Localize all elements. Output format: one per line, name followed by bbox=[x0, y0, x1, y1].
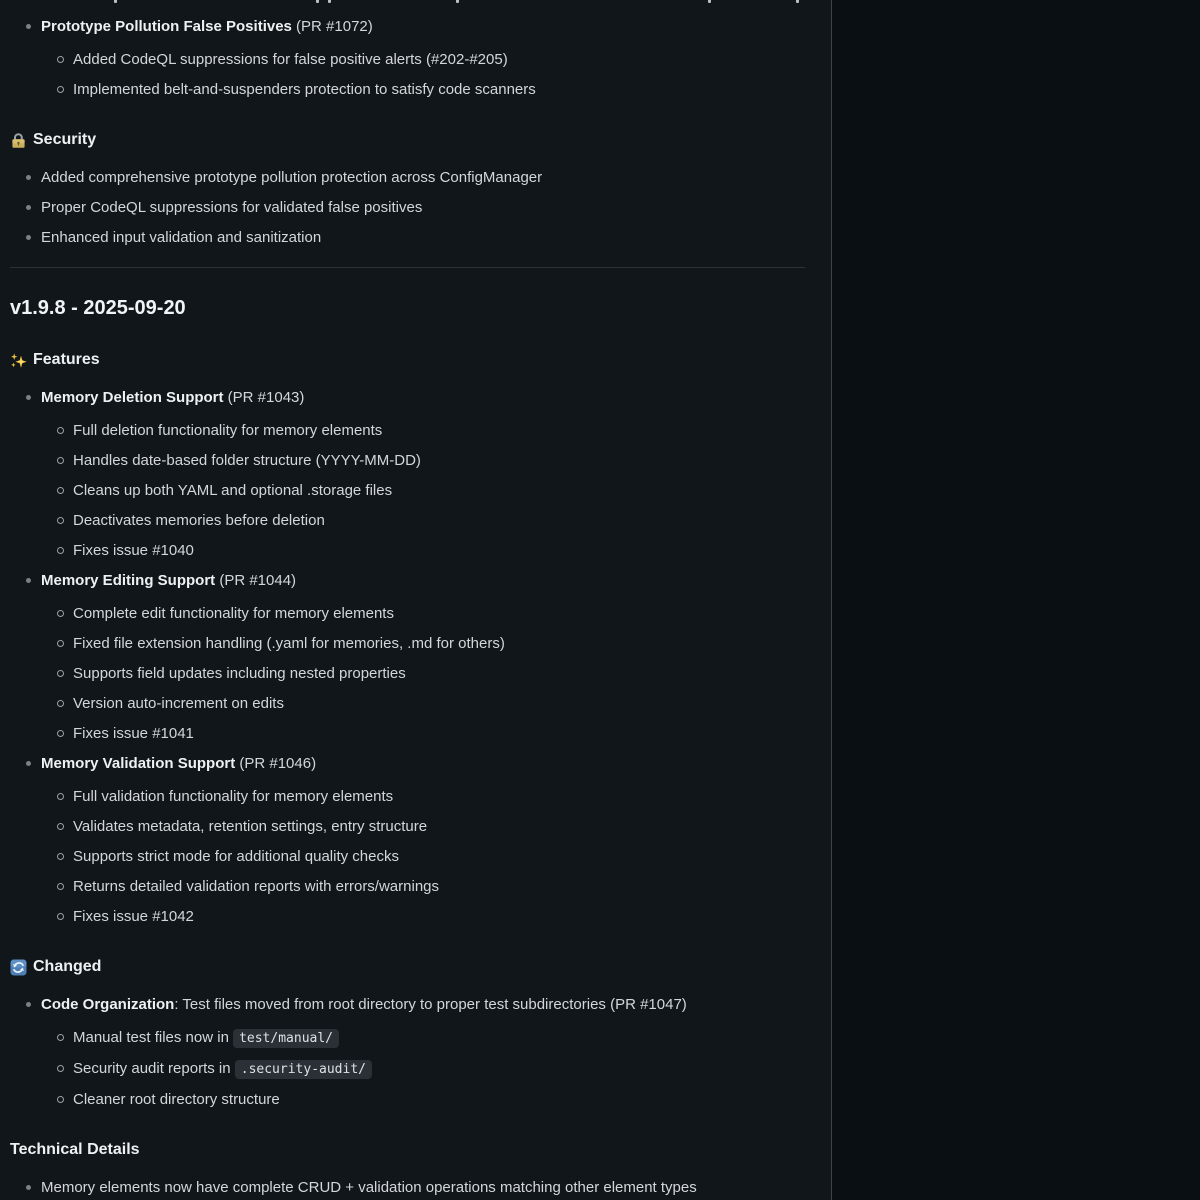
sparkles-icon bbox=[10, 352, 27, 369]
list-item: Supports strict mode for additional quality checks bbox=[73, 845, 805, 869]
section-divider bbox=[10, 267, 805, 268]
circle-bullet-icon bbox=[57, 730, 64, 737]
clipped-text-line bbox=[10, 0, 805, 6]
list-item: Full validation functionality for memory elements bbox=[73, 785, 805, 809]
list-item: Added CodeQL suppressions for false positive alerts (#202-#205) bbox=[73, 48, 805, 72]
bullet-icon bbox=[26, 1002, 31, 1007]
list-item bbox=[41, 569, 805, 746]
list-item: Proper CodeQL suppressions for validated false positives bbox=[41, 196, 805, 220]
security-list bbox=[10, 166, 805, 250]
list-item bbox=[41, 15, 805, 102]
list-item: Fixes issue #1042 bbox=[73, 905, 805, 929]
lock-icon bbox=[10, 132, 27, 149]
list-item: Manual test files now in test/manual/ bbox=[73, 1026, 805, 1051]
bullet-icon bbox=[26, 395, 31, 400]
technical-list bbox=[10, 1176, 805, 1200]
circle-bullet-icon bbox=[57, 487, 64, 494]
circle-bullet-icon bbox=[57, 913, 64, 920]
list-item: Handles date-based folder structure (YYYY-MM-DD) bbox=[73, 449, 805, 473]
circle-bullet-icon bbox=[57, 610, 64, 617]
inline-code: test/manual/ bbox=[233, 1029, 339, 1048]
circle-bullet-icon bbox=[57, 1096, 64, 1103]
list-item: Fixes issue #1040 bbox=[73, 539, 805, 563]
list-item: Complete edit functionality for memory elements bbox=[73, 602, 805, 626]
bullet-icon bbox=[26, 175, 31, 180]
list-item: Memory elements now have complete CRUD + validation operations matching other element types bbox=[41, 1176, 805, 1200]
item-meta: (PR #1072) bbox=[291, 18, 373, 35]
list-item: Fixed file extension handling (.yaml for memories, .md for others) bbox=[73, 632, 805, 656]
list-item: Returns detailed validation reports with errors/warnings bbox=[73, 875, 805, 899]
circle-bullet-icon bbox=[57, 1034, 64, 1041]
right-side-panel bbox=[832, 0, 1200, 1200]
circle-bullet-icon bbox=[57, 640, 64, 647]
features-list bbox=[10, 386, 805, 929]
item-title: Code Organization bbox=[41, 996, 175, 1013]
bullet-icon bbox=[26, 761, 31, 766]
circle-bullet-icon bbox=[57, 670, 64, 677]
changed-list bbox=[10, 993, 805, 1112]
bullet-icon bbox=[26, 578, 31, 583]
list-item: Cleans up both YAML and optional .storage files bbox=[73, 479, 805, 503]
circle-bullet-icon bbox=[57, 427, 64, 434]
release-heading: v1.9.8 - 2025-09-20 bbox=[10, 297, 186, 319]
item-meta: : Test files moved from root directory to proper test subdirectories (PR #1047) bbox=[174, 996, 687, 1013]
list-item: Added comprehensive prototype pollution protection across ConfigManager bbox=[41, 166, 805, 190]
list-item: Implemented belt-and-suspenders protection to satisfy code scanners bbox=[73, 78, 805, 102]
item-title: Memory Validation Support bbox=[41, 755, 236, 772]
circle-bullet-icon bbox=[57, 853, 64, 860]
circle-bullet-icon bbox=[57, 517, 64, 524]
bullet-icon bbox=[26, 24, 31, 29]
security-heading: Security bbox=[10, 128, 805, 152]
circle-bullet-icon bbox=[57, 457, 64, 464]
circle-bullet-icon bbox=[57, 883, 64, 890]
list-item: Version auto-increment on edits bbox=[73, 692, 805, 716]
item-title: Memory Deletion Support bbox=[41, 389, 224, 406]
circle-bullet-icon bbox=[57, 793, 64, 800]
item-meta: (PR #1043) bbox=[223, 389, 305, 406]
list-item: Enhanced input validation and sanitization bbox=[41, 226, 805, 250]
list-item: Cleaner root directory structure bbox=[73, 1088, 805, 1112]
item-meta: (PR #1046) bbox=[235, 755, 317, 772]
list-item: Supports field updates including nested properties bbox=[73, 662, 805, 686]
circle-bullet-icon bbox=[57, 56, 64, 63]
technical-details-heading: Technical Details bbox=[10, 1141, 140, 1158]
list-item: Full deletion functionality for memory elements bbox=[73, 419, 805, 443]
circle-bullet-icon bbox=[57, 700, 64, 707]
list-item: Security audit reports in .security-audit/ bbox=[73, 1057, 805, 1082]
features-heading: Features bbox=[10, 348, 805, 372]
circle-bullet-icon bbox=[57, 547, 64, 554]
bullet-icon bbox=[26, 1185, 31, 1190]
circle-bullet-icon bbox=[57, 823, 64, 830]
circle-bullet-icon bbox=[57, 86, 64, 93]
bugfix-list bbox=[10, 15, 805, 102]
item-meta: (PR #1044) bbox=[215, 572, 297, 589]
counterclockwise-arrows-icon bbox=[10, 959, 27, 976]
changed-heading: Changed bbox=[10, 955, 805, 979]
item-title: Prototype Pollution False Positives bbox=[41, 18, 292, 35]
list-item bbox=[41, 752, 805, 929]
item-title: Memory Editing Support bbox=[41, 572, 216, 589]
bullet-icon bbox=[26, 235, 31, 240]
list-item: Validates metadata, retention settings, entry structure bbox=[73, 815, 805, 839]
list-item: Deactivates memories before deletion bbox=[73, 509, 805, 533]
inline-code: .security-audit/ bbox=[235, 1060, 372, 1079]
list-item: Fixes issue #1041 bbox=[73, 722, 805, 746]
bullet-icon bbox=[26, 205, 31, 210]
list-item bbox=[41, 386, 805, 563]
circle-bullet-icon bbox=[57, 1065, 64, 1072]
list-item bbox=[41, 993, 805, 1112]
